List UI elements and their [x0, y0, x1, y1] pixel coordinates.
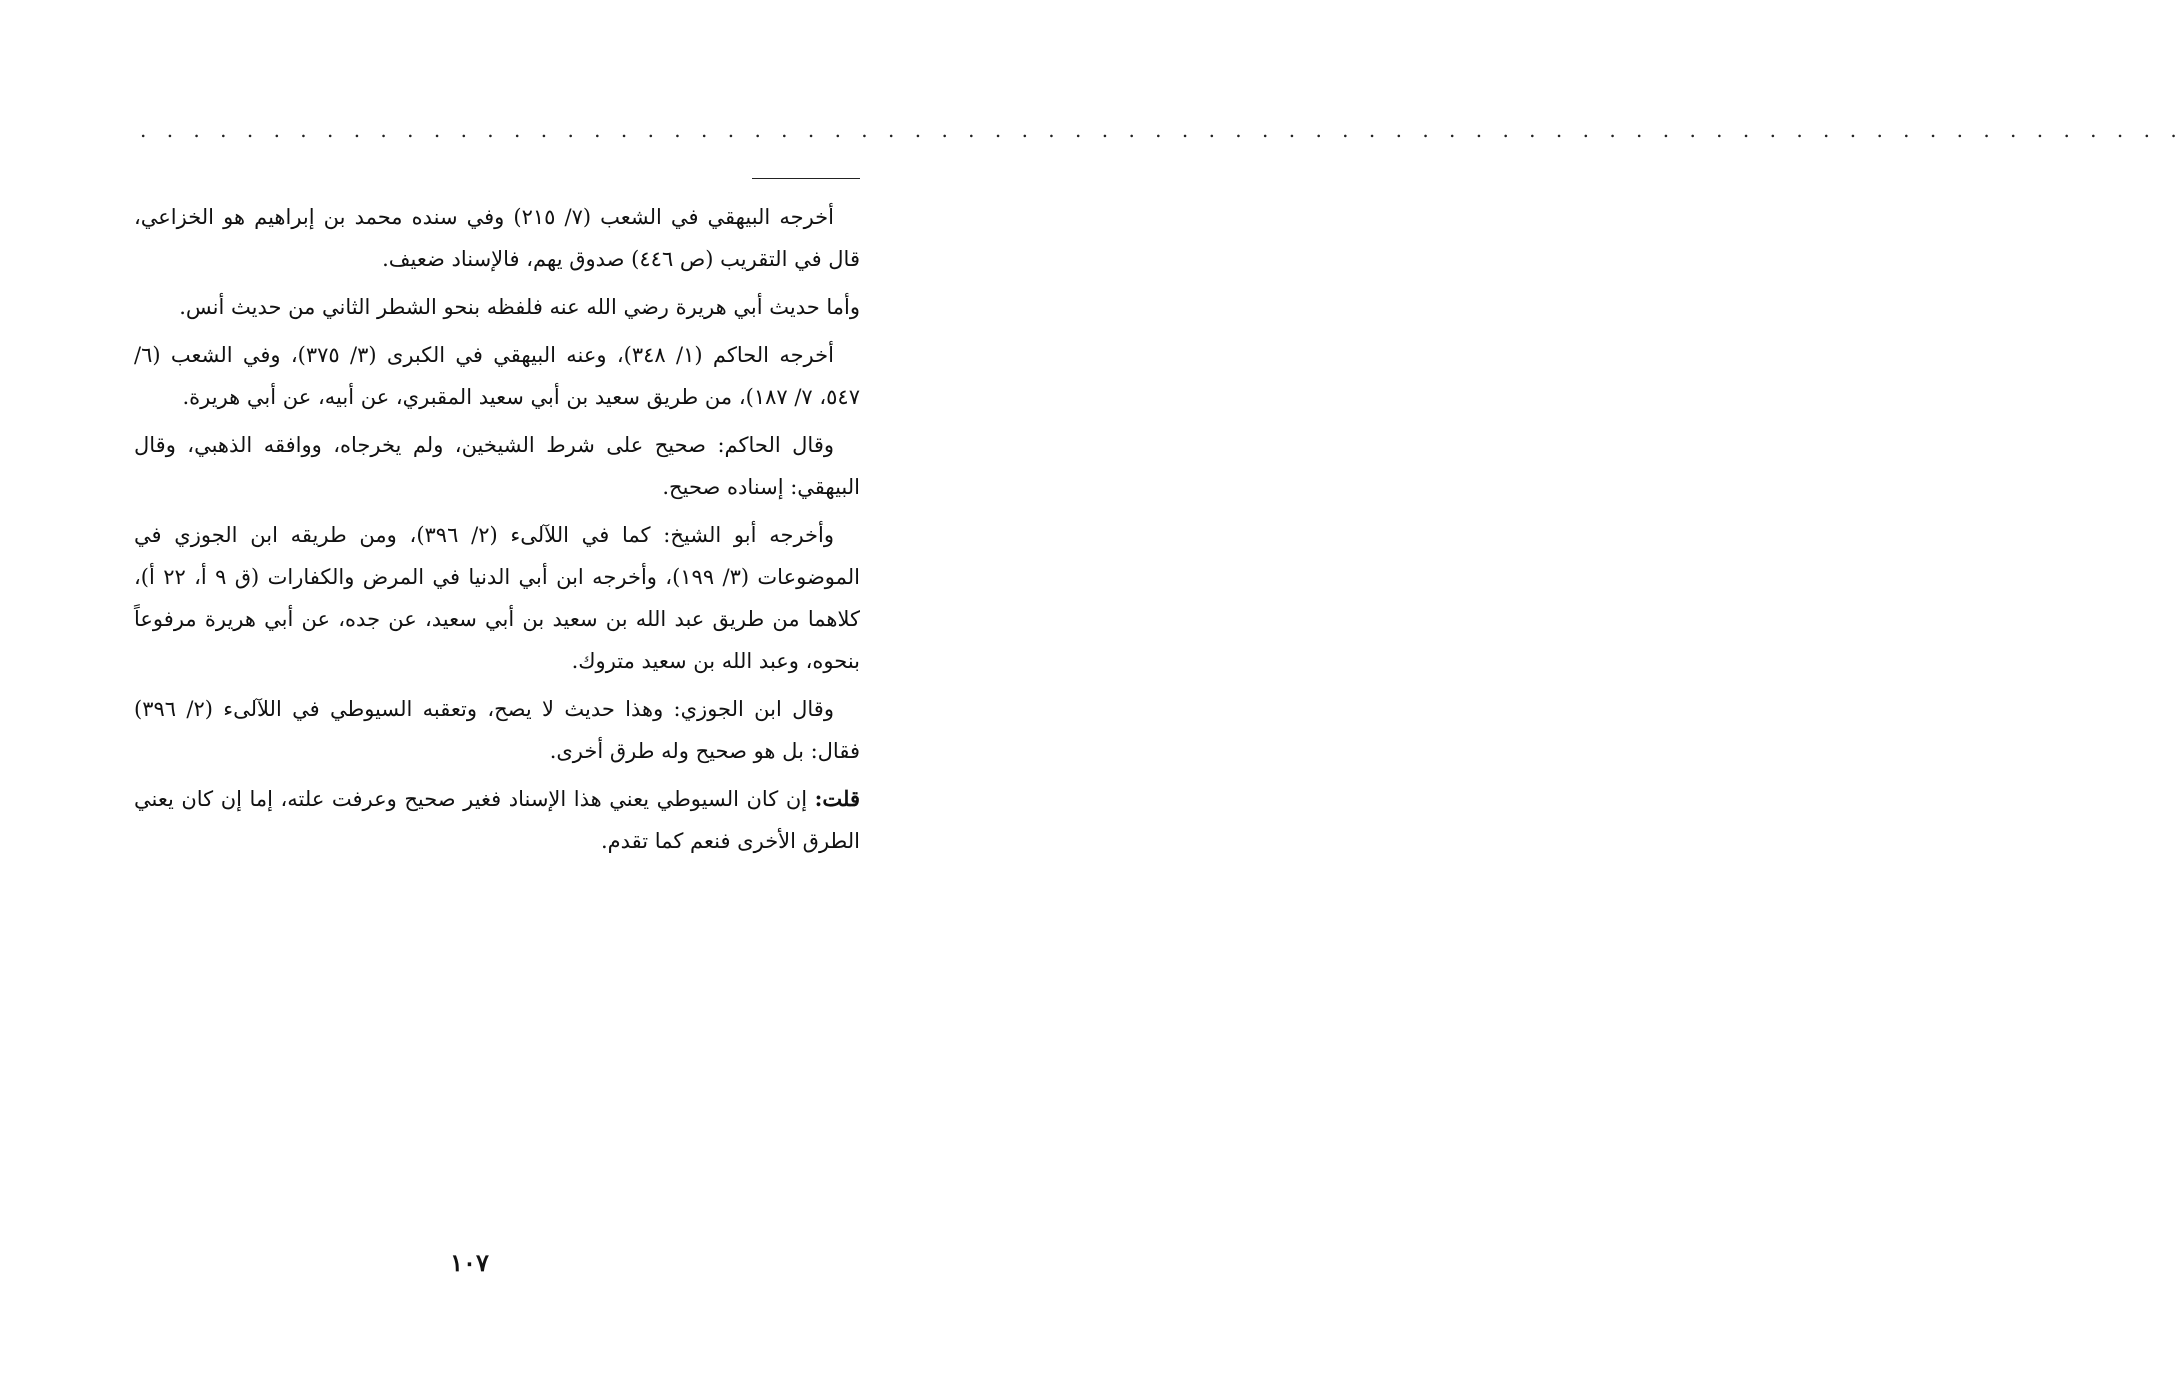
paragraph-7 [134, 778, 860, 862]
footnote-text [134, 196, 860, 868]
paragraph-1: أخرجه البيهقي في الشعب (٧/ ٢١٥) وفي سنده محمد بن إبراهيم هو الخزاعي، قال في التقريب (ص ٤٤٦) صدوق يهم، فالإسناد ضعيف. [134, 205, 860, 271]
dotted-separator: . . . . . . . . . . . . . . . . . . . . . . . . . . . . . . . . . . . . . . . . . . . . . . . . . . . . . . . . . . . . . . . . . . . . . . . . . . . . . [140, 118, 2184, 142]
paragraph-2: وأما حديث أبي هريرة رضي الله عنه فلفظه بنحو الشطر الثاني من حديث أنس. [179, 295, 860, 319]
page-number: ١٠٧ [450, 1248, 489, 1277]
paragraph-6: وقال ابن الجوزي: وهذا حديث لا يصح، وتعقبه السيوطي في اللآلىء (٢/ ٣٩٦) فقال: بل هو صحيح وله طرق أخرى. [134, 697, 860, 763]
paragraph-lead: قلت: [814, 786, 860, 811]
paragraph-5: وأخرجه أبو الشيخ: كما في اللآلىء (٢/ ٣٩٦)، ومن طريقه ابن الجوزي في الموضوعات (٣/ ١٩٩)، وأخرجه ابن أبي الدنيا في المرض والكفارات (ق ٩ أ، ٢٢ أ)، كلاهما من طريق عبد الله بن سعيد بن أبي سعيد، عن جده، عن أبي هريرة مرفوعاً بنحوه، وعبد الله بن سعيد متروك. [134, 523, 861, 673]
paragraph-4: وقال الحاكم: صحيح على شرط الشيخين، ولم يخرجاه، ووافقه الذهبي، وقال البيهقي: إسناده صحيح. [134, 433, 860, 499]
paragraph-7-text: إن كان السيوطي يعني هذا الإسناد فغير صحيح وعرفت علته، إما إن كان يعني الطرق الأخرى فنعم كما تقدم. [134, 787, 860, 853]
paragraph-3: أخرجه الحاكم (١/ ٣٤٨)، وعنه البيهقي في الكبرى (٣/ ٣٧٥)، وفي الشعب (٦/ ٥٤٧، ٧/ ١٨٧)، من طريق سعيد بن أبي سعيد المقبري، عن أبيه، عن أبي هريرة. [134, 343, 860, 409]
footnote-rule [752, 178, 860, 179]
